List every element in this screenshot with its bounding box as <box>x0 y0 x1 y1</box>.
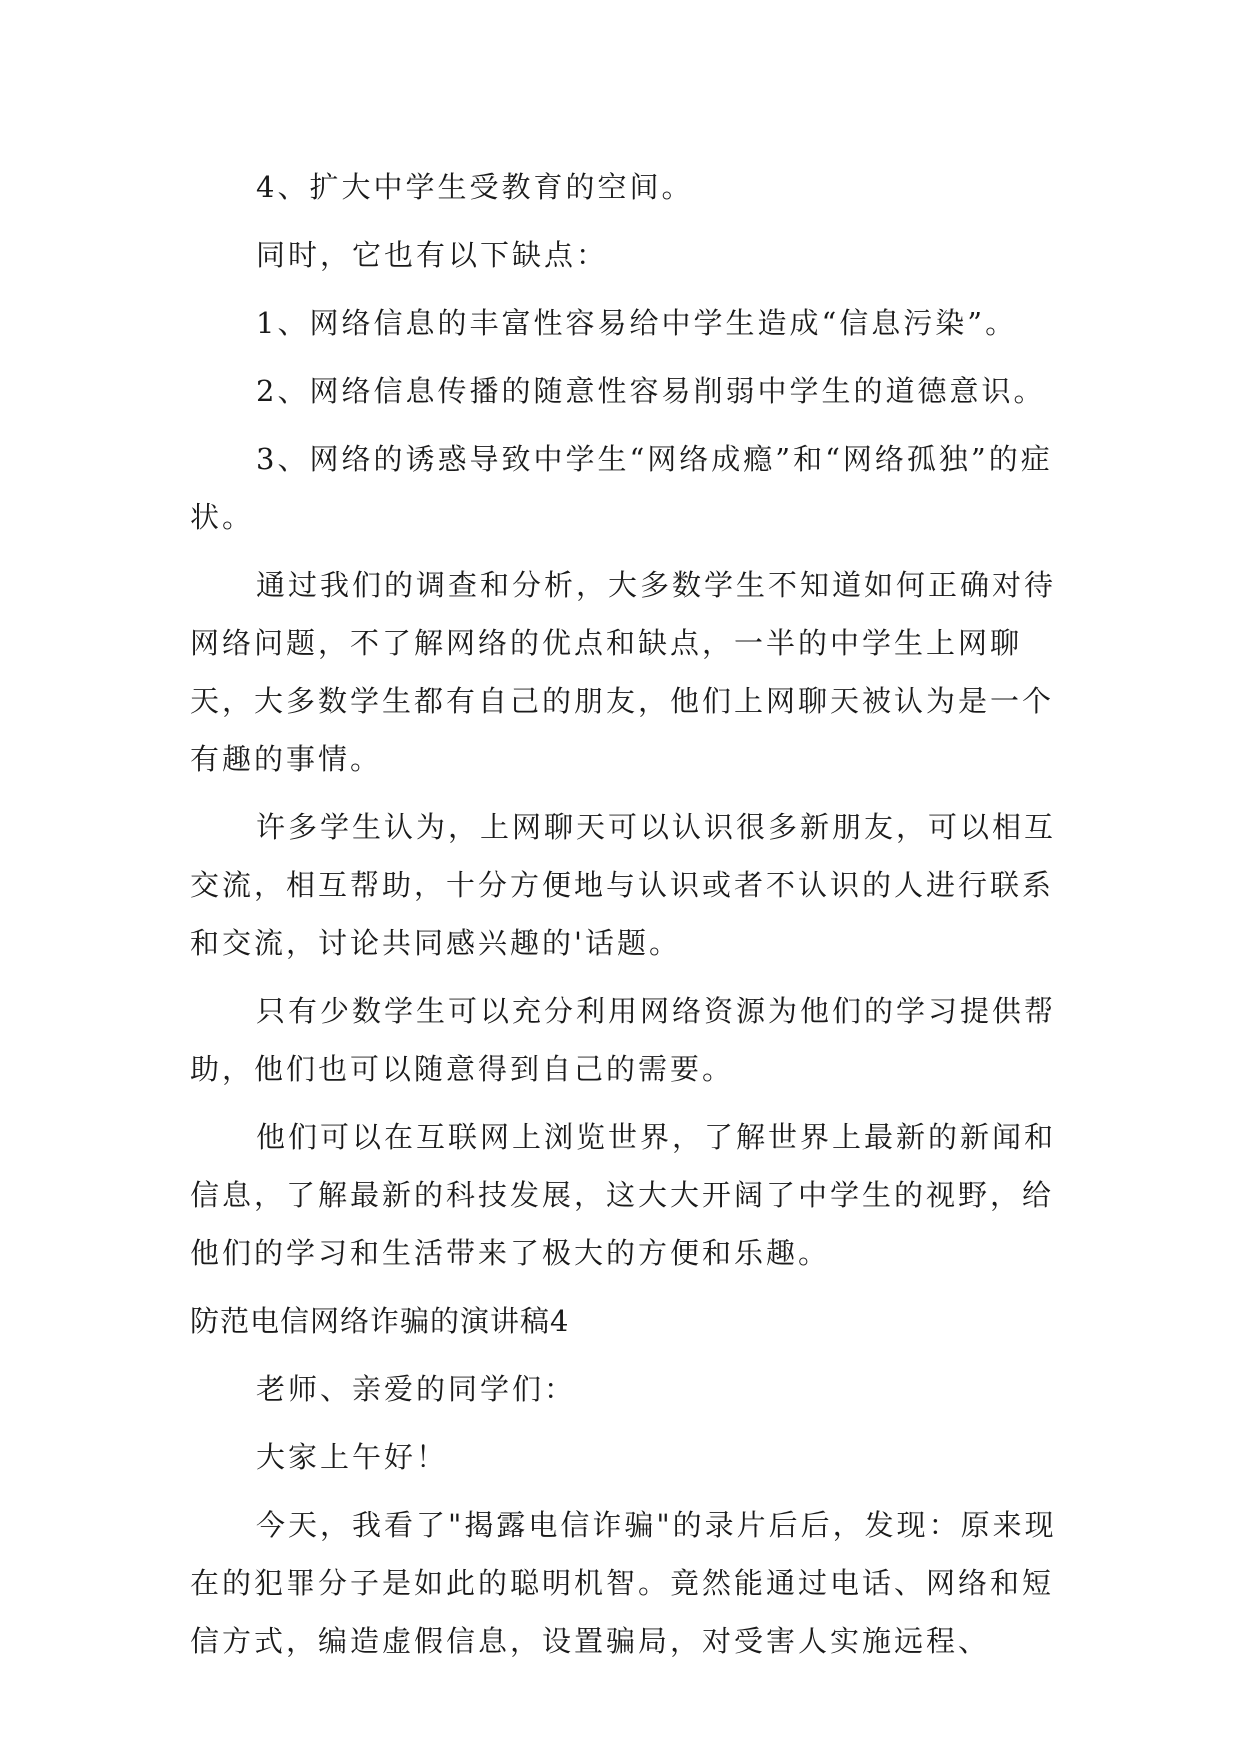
document-body <box>190 158 1070 1680</box>
section-title: 防范电信网络诈骗的演讲稿4 <box>190 1304 570 1338</box>
paragraph-1: 4、扩大中学生受教育的空间。 <box>256 170 694 204</box>
paragraph-2: 同时，它也有以下缺点： <box>256 238 609 272</box>
paragraph-6: 通过我们的调查和分析，大多数学生不知道如何正确对待网络问题，不了解网络的优点和缺点，一半的中学生上网聊天，大多数学生都有自己的朋友，他们上网聊天被认为是一个有趣的事情。 <box>190 568 1057 776</box>
paragraph-9: 他们可以在互联网上浏览世界，了解世界上最新的新闻和信息，了解最新的科技发展，这大大开阔了中学生的视野，给他们的学习和生活带来了极大的方便和乐趣。 <box>190 1120 1057 1270</box>
speech-greeting: 老师、亲爱的同学们： <box>256 1372 577 1406</box>
speech-paragraph: 今天，我看了"揭露电信诈骗"的录片后后，发现：原来现在的犯罪分子是如此的聪明机智。竟然能通过电话、网络和短信方式，编造虚假信息，设置骗局，对受害人实施远程、 <box>190 1508 1057 1658</box>
paragraph-8: 只有少数学生可以充分利用网络资源为他们的学习提供帮助，他们也可以随意得到自己的需要。 <box>190 994 1057 1086</box>
paragraph-7: 许多学生认为，上网聊天可以认识很多新朋友，可以相互交流，相互帮助，十分方便地与认识或者不认识的人进行联系和交流，讨论共同感兴趣的'话题。 <box>190 810 1057 960</box>
speech-salutation: 大家上午好！ <box>256 1440 449 1474</box>
paragraph-5: 3、网络的诱惑导致中学生“网络成瘾”和“网络孤独”的症状。 <box>190 442 1053 534</box>
paragraph-3: 1、网络信息的丰富性容易给中学生造成“信息污染”。 <box>256 306 1018 340</box>
paragraph-4: 2、网络信息传播的随意性容易削弱中学生的道德意识。 <box>256 374 1046 408</box>
